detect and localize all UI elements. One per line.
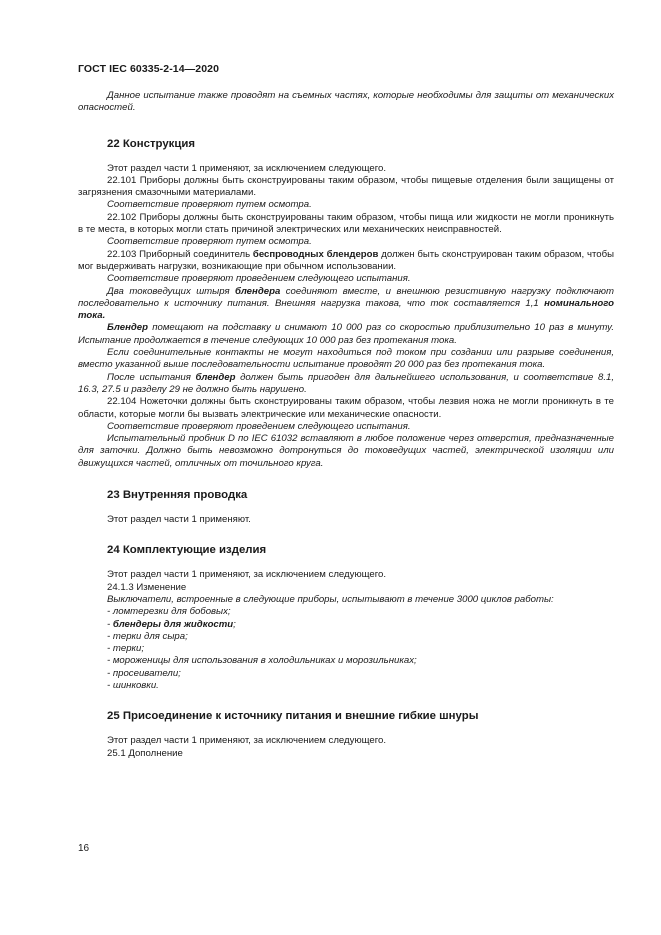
s25-p1: Этот раздел части 1 применяют, за исключением следующего. <box>107 735 387 747</box>
section-24-title: 24 Комплектующие изделия <box>107 544 267 557</box>
s22-p8-text-c: соединяют вместе, и внешнюю резистивную нагрузку подключают последовательно к источнику питания. Внешняя нагрузка такова, что ток составляется 1,1 <box>78 285 614 309</box>
list-item: - мороженицы для использования в холодильниках и морозильниках; <box>107 655 417 667</box>
s22-p8-term: блендера <box>235 285 281 297</box>
intro-paragraph: Данное испытание также проводят на съемных частях, которые необходимы для защиты от механических опасностей. <box>78 90 614 114</box>
document-body <box>78 90 614 760</box>
s22-p8-text-a: Два токоведущих штыря <box>107 285 236 297</box>
section-23-title: 23 Внутренняя проводка <box>107 489 248 502</box>
s22-p6-text-c: должен быть сконструирован таким образом, чтобы мог выдерживать нагрузки, возникающие при обычном использовании. <box>78 248 614 272</box>
document-header: ГОСТ IEC 60335-2-14—2020 <box>78 63 220 75</box>
s22-p11-text-c: должен быть пригоден для дальнейшего использования, и соответствие 8.1, 16.3, 27.5 и разделу 29 не должно быть нарушено. <box>78 371 614 395</box>
list-item-end: ; <box>233 618 236 630</box>
appliance-list <box>78 606 614 692</box>
list-item-dash: - <box>107 618 113 630</box>
list-item: - шинковки. <box>107 679 159 691</box>
list-item <box>78 619 614 631</box>
s22-p4: 22.102 Приборы должны быть сконструированы таким образом, чтобы пища или жидкости не могли проникнуть в те места, в которых могли стать причиной электрических или механических неисправностей. <box>78 211 614 236</box>
s22-p9-text-b: помещают на подставку и снимают 10 000 раз со скоростью приблизительно 10 раз в минуту. Испытание продолжается в течение следующих 10 000 раз без протекания тока. <box>78 322 614 346</box>
s22-p9 <box>78 322 614 347</box>
s22-p13: Соответствие проверяют проведением следующего испытания. <box>107 420 411 432</box>
s22-p6 <box>78 249 614 274</box>
s22-p10: Если соединительные контакты не могут находиться под током при создании или разрыве соединения, вместо указанной выше последовательности испытание проводят 20 000 раз без протекания тока. <box>78 347 614 371</box>
s22-p6-text-a: 22.103 Приборный соединитель <box>107 248 253 260</box>
section-25-title: 25 Присоединение к источнику питания и внешние гибкие шнуры <box>107 710 479 723</box>
page-number: 16 <box>78 843 90 854</box>
s22-p14: Испытательный пробник D по IEC 61032 вставляют в любое положение через отверстия, предназначенные для заточки. Должно быть невозможно дотронуться до токоведущих частей, электрической изоляции или движущихся частей, отличных от точильного круга. <box>78 433 614 469</box>
list-item: - просеиватели; <box>107 667 181 679</box>
s24-p2: 24.1.3 Изменение <box>107 581 187 593</box>
list-item: - ломтерезки для бобовых; <box>107 606 231 618</box>
s22-p6-term: беспроводных блендеров <box>252 248 379 260</box>
s24-p1: Этот раздел части 1 применяют, за исключением следующего. <box>107 569 387 581</box>
s22-p5: Соответствие проверяют путем осмотра. <box>107 236 312 248</box>
s23-p1: Этот раздел части 1 применяют. <box>107 514 251 526</box>
list-item-term: блендеры для жидкости <box>112 618 234 630</box>
s22-p12: 22.104 Ножеточки должны быть сконструированы таким образом, чтобы лезвия ножа не могли проникнуть в те области, которые могли бы вызвать электрические или механические опасности. <box>78 396 614 420</box>
s22-p8-term-2: номинального тока. <box>78 297 614 322</box>
s24-p3: Выключатели, встроенные в следующие приборы, испытывают в течение 3000 циклов работы: <box>107 593 554 605</box>
list-item: - терки для сыра; <box>107 630 188 642</box>
list-item: - терки; <box>107 643 145 655</box>
s22-p7: Соответствие проверяют проведением следующего испытания. <box>107 273 411 285</box>
s22-p8 <box>78 286 614 323</box>
s22-p2: 22.101 Приборы должны быть сконструированы таким образом, чтобы пищевые отделения были защищены от загрязнения смазочными материалами. <box>78 174 614 199</box>
s25-p2: 25.1 Дополнение <box>107 747 183 759</box>
s22-p11 <box>78 372 614 397</box>
section-22-title: 22 Конструкция <box>107 137 196 150</box>
s22-p9-term: Блендер <box>107 322 149 334</box>
s22-p1: Этот раздел части 1 применяют, за исключением следующего. <box>107 162 387 174</box>
s22-p11-term: блендер <box>195 371 236 383</box>
s22-p11-text-a: После испытания <box>107 371 196 383</box>
s22-p3: Соответствие проверяют путем осмотра. <box>107 199 312 211</box>
